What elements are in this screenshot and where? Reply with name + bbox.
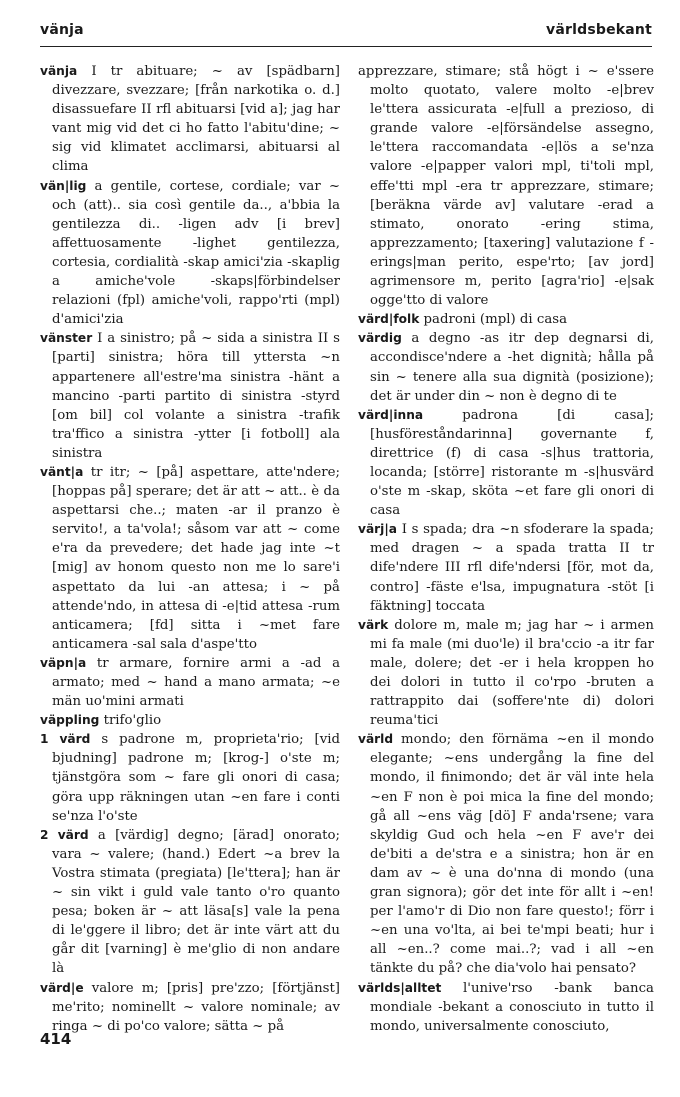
entry-headword: värdig <box>358 331 402 346</box>
dictionary-entry <box>358 730 654 978</box>
entry-text: valore m; [pris] pre'zzo; [förtjänst] me'rito; nominellt ~ valore nominale; av ringa ~ di po'co valore; sätta ~ på <box>52 980 340 1034</box>
dictionary-entry <box>40 826 340 979</box>
entry-text: trifo'glio <box>103 713 162 729</box>
entry-headword: värd|inna <box>358 407 424 422</box>
entry-headword: värld <box>358 732 394 747</box>
entry-text: dolore m, male m; jag har ~ i armen mi fa male (mi duo'le) il bra'ccio -a itr far male, dolere; det -er i hela kroppen ho dei dolori in tutto il co'rpo -bruten a rattrappito dai (soffere'nte di) dolori reuma'tici <box>370 617 654 729</box>
dictionary-entry <box>40 711 340 730</box>
page-number: 414 <box>40 1030 72 1048</box>
entry-headword: 2 värd <box>40 827 89 842</box>
entry-text: apprezzare, stimare; stå högt i ~ e'ssere molto quotato, valere molto -e|brev le'ttera assicurata -e|full a prezioso, di grande valore -e|försändelse assegno, le'ttera raccomandata -e|lös a se'nza valore -e|papper valori mpl, ti'toli mpl, effe'tti mpl -era tr apprezzare, stimare; [beräkna värde av] valutare -erad a stimato, onorato -ering stima, apprezzamento; [taxering] valutazione f -erings|man perito, espe'rto; [av jord] agrimensore m, perito [agra'rio] -e|sak ogge'tto di valore <box>358 64 654 309</box>
entry-headword: värd|folk <box>358 312 420 327</box>
dictionary-entry <box>40 730 340 825</box>
header-first-headword: vänja <box>40 22 84 38</box>
entry-headword: väpn|a <box>40 655 87 670</box>
running-header <box>40 20 652 47</box>
entry-headword: världs|alltet <box>358 980 442 995</box>
entry-text: I a sinistro; på ~ sida a sinistra II s [parti] sinistra; höra till yttersta ~n appartenere all'estre'ma sinistra -hänt a mancino -parti partito di sinistra -styrd [om bil] col volante a sinistra -trafik tra'ffico a sinistra -ytter [i fotboll] ala sinistra <box>52 331 340 461</box>
entry-text: a gentile, cortese, cordiale; var ~ och (att).. sia così gentile da.., a'bbia la gentilezza di.. -ligen adv [i brev] affettuosamente -lighet gentilezza, cortesia, cordialità -skap amici'zia -skaplig a amiche'vole -skaps|förbindelser relazioni (fpl) amiche'voli, rappo'rti (mpl) d'amici'zia <box>52 178 340 328</box>
dictionary-entry <box>358 329 654 405</box>
entry-text: a [värdig] degno; [ärad] onorato; vara ~ valere; (hand.) Edert ~a brev la Vostra stimata (pregiata) [le'ttera]; han är ~ sin vikt i guld vale tanto o'ro quanto pesa; boken är ~ att läsa[s] vale la pena di le'ggere il libro; det är inte värt att du går dit [varning] è me'glio di non andare là <box>52 827 340 977</box>
entry-headword: värj|a <box>358 522 398 537</box>
dictionary-entry <box>358 310 654 329</box>
dictionary-entry <box>358 406 654 521</box>
dictionary-entry <box>40 62 340 177</box>
dictionary-entry <box>40 654 340 711</box>
entry-text: tr itr; ~ [på] aspettare, atte'ndere; [hoppas på] sperare; det är att ~ att.. è da aspettarsi che..; maten -ar il pranzo è servito!, a ta'vola!; såsom var att ~ come e'ra da prevedere; det hade jag inte ~t [mig] av honom questo non me lo sare'i aspettato da lui -an attesa; i ~ på attende'ndo, in attesa di -e|tid attesa -rum anticamera; [fd] sitta i ~met fare anticamera -sal sala d'aspe'tto <box>52 464 340 652</box>
dictionary-entry <box>358 616 654 731</box>
dictionary-entry <box>40 329 340 463</box>
entry-headword: vänja <box>40 64 78 78</box>
right-column <box>358 62 654 1036</box>
entry-headword: vänt|a <box>40 464 84 479</box>
entry-headword: vänster <box>40 331 93 346</box>
entry-text: I s spada; dra ~n sfoderare la spada; med dragen ~ a spada tratta II tr dife'ndere III rfl dife'ndersi [för, mot da, contro] -fäste e'lsa, impugnatura -stöt [i fäktning] toccata <box>370 522 654 614</box>
dictionary-entry <box>358 520 654 615</box>
dictionary-entry <box>40 979 340 1036</box>
entry-text: tr armare, fornire armi a -ad a armato; med ~ hand a mano armata; ~e män uo'mini armati <box>52 655 340 710</box>
left-column <box>40 62 340 1036</box>
entry-headword: 1 värd <box>40 732 91 747</box>
header-last-headword: världsbekant <box>546 22 652 38</box>
entry-headword: värk <box>358 617 389 632</box>
entry-text: I tr abituare; ~ av [spädbarn] divezzare, svezzare; [från narkotika o. d.] disassuefare II rfl abituarsi [vid a]; jag har vant mig vid det ci ho fatto l'abitu'dine; ~ sig vid klimatet acclimarsi, abituarsi al clima <box>52 64 340 175</box>
dictionary-entry <box>358 979 654 1036</box>
entry-text: a degno -as itr dep degnarsi di, accondisce'ndere a -het dignità; hålla på sin ~ tenere alla sua dignità (posizione); det är under din ~ non è degno di te <box>370 331 654 404</box>
entry-text: l'unive'rso -bank banca mondiale -bekant a conosciuto in tutto il mondo, universalmente conosciuto, <box>370 980 654 1034</box>
entry-headword: vän|lig <box>40 178 87 193</box>
dictionary-entry <box>40 177 340 330</box>
entry-text: s padrone m, proprieta'rio; [vid bjudning] padrone m; [krog-] o'ste m; tjänstgöra som ~ fare gli onori di casa; göra upp räkningen utan ~en fare i conti se'nza l'o'ste <box>52 732 340 824</box>
dictionary-entry <box>40 463 340 654</box>
entry-headword: värd|e <box>40 980 84 995</box>
entry-text: mondo; den förnäma ~en il mondo elegante; ~ens undergång la fine del mondo, il finimondo; det är väl inte hela ~en F non è poi mica la fine del mondo; gå all ~ens väg [dö] F anda'rsene; vara skyldig Gud och hela ~en F ave'r dei de'biti a de'stra e a sinistra; hon är en dam av ~ è una do'nna di mondo (una gran signora); gör det inte för allt i ~en! per l'amo'r di Dio non fare questo!; förr i ~en una vo'lta, ai bei te'mpi beati; hur i all ~en..? come mai..?; vad i all ~en tänkte du på? che dia'volo hai pensato? <box>370 732 654 977</box>
dictionary-entry-continued <box>358 62 654 310</box>
entry-text: padrona [di casa]; [husföreståndarinna] governante f, direttrice (f) di casa -s|hus trattoria, locanda; [större] ristorante m -s|husvärd o'ste m -skap, sköta ~et fare gli onori di casa <box>370 407 654 519</box>
entry-text: padroni (mpl) di casa <box>423 312 567 328</box>
entry-headword: väppling <box>40 713 100 728</box>
